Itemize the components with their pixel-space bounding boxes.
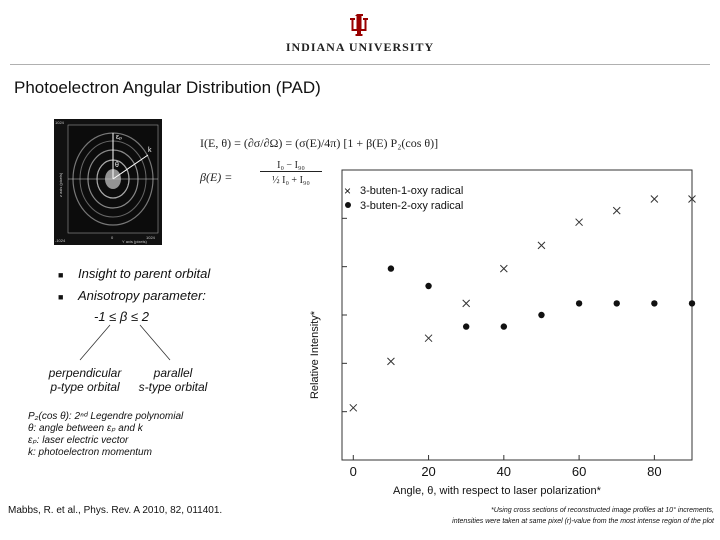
legend-marker-circle: [345, 202, 351, 208]
data-point-x: [463, 300, 470, 307]
x-tick-label: 60: [571, 464, 587, 479]
tick-marks: [342, 218, 662, 479]
data-point-x: [651, 196, 658, 203]
data-point-x: [425, 335, 432, 342]
data-point-circle: [538, 312, 544, 318]
x-tick-label: 80: [647, 464, 662, 479]
intensity-equation: I(E, θ) = (∂σ/∂Ω) = (σ(E)/4π) [1 + β(E) P₂(cos θ)]: [200, 136, 439, 150]
footnote-line: intensities were taken at same pixel (r)-value from the most intense region of the plot: [452, 518, 714, 525]
note-line: P₂(cos θ): 2ⁿᵈ Legendre polynomial: [28, 411, 184, 422]
x-axis-label: Angle, θ, with respect to laser polarization*: [393, 485, 601, 497]
inset-bottom-left-value: -1024: [55, 238, 66, 243]
footnote: [360, 505, 714, 527]
citation: Mabbs, R. et al., Phys. Rev. A 2010, 82, 011401.: [8, 505, 223, 516]
inset-bottom-zero: 0: [111, 235, 114, 240]
perpendicular-line1: perpendicular: [48, 366, 122, 380]
parallel-line1: parallel: [153, 366, 193, 380]
data-point-x: [538, 242, 545, 249]
pad-chart: [300, 160, 710, 500]
note-line: εₚ: laser electric vector: [28, 435, 129, 446]
data-point-circle: [576, 300, 582, 306]
slide-title: Photoelectron Angular Distribution (PAD): [14, 78, 321, 97]
perpendicular-line2: p-type orbital: [50, 380, 120, 394]
inset-eps-label: εₚ: [116, 134, 123, 141]
y-axis-label: Relative Intensity*: [309, 310, 321, 400]
legend-entry-2: 3-buten-2-oxy radical: [360, 200, 464, 212]
parallel-line2: s-type orbital: [138, 380, 208, 394]
footnote-line: *Using cross sections of reconstructed image profiles at 10° increments,: [490, 507, 714, 514]
inset-y-axis-label: z axis (pixels): [58, 172, 63, 197]
data-point-circle: [501, 323, 507, 329]
note-line: θ: angle between εₚ and k: [28, 423, 143, 434]
definition-notes: [28, 411, 183, 459]
legend-marker-x: ×: [344, 184, 352, 198]
orbital-connector-lines: [0, 0, 330, 400]
x-tick-label: 0: [349, 464, 357, 479]
inset-x-axis-label: Y axis (pixels): [122, 239, 147, 244]
data-point-x: [613, 207, 620, 214]
data-point-circle: [388, 265, 394, 271]
bullet-text: Anisotropy parameter:: [78, 288, 206, 303]
x-tick-label: 20: [421, 464, 436, 479]
legend-entry-1: 3-buten-1-oxy radical: [360, 185, 464, 197]
chart-legend: [344, 184, 463, 212]
beta-equation-lhs: β(E) =: [200, 170, 233, 184]
inset-k-label: k: [148, 147, 152, 154]
university-logo: [348, 12, 372, 36]
data-point-circle: [425, 283, 431, 289]
bullet-marker: ■: [58, 270, 64, 280]
beta-equation-denominator: ½ I₀ + I₉₀: [272, 175, 310, 186]
data-point-x: [350, 404, 357, 411]
data-point-x: [500, 265, 507, 272]
plot-frame: [342, 170, 692, 460]
bullet-text: Insight to parent orbital: [78, 266, 211, 281]
note-line: k: photoelectron momentum: [28, 447, 152, 458]
beta-equation-numerator: I₀ − I₉₀: [260, 160, 322, 172]
bullet-marker: ■: [58, 292, 64, 302]
inset-top-value: 1024: [55, 120, 64, 125]
data-point-x: [576, 219, 583, 226]
data-point-circle: [689, 300, 695, 306]
data-point-x: [387, 358, 394, 365]
parallel-label: [128, 366, 218, 394]
data-point-circle: [463, 323, 469, 329]
university-name: INDIANA UNIVERSITY: [285, 40, 435, 54]
inset-bottom-right-value: 1024: [146, 235, 155, 240]
perpendicular-label: [40, 366, 130, 394]
x-tick-label: 40: [496, 464, 512, 479]
data-points: [350, 196, 696, 412]
beta-range: -1 ≤ β ≤ 2: [94, 309, 149, 324]
data-point-circle: [651, 300, 657, 306]
inset-theta-label: θ: [115, 162, 119, 169]
data-point-circle: [614, 300, 620, 306]
